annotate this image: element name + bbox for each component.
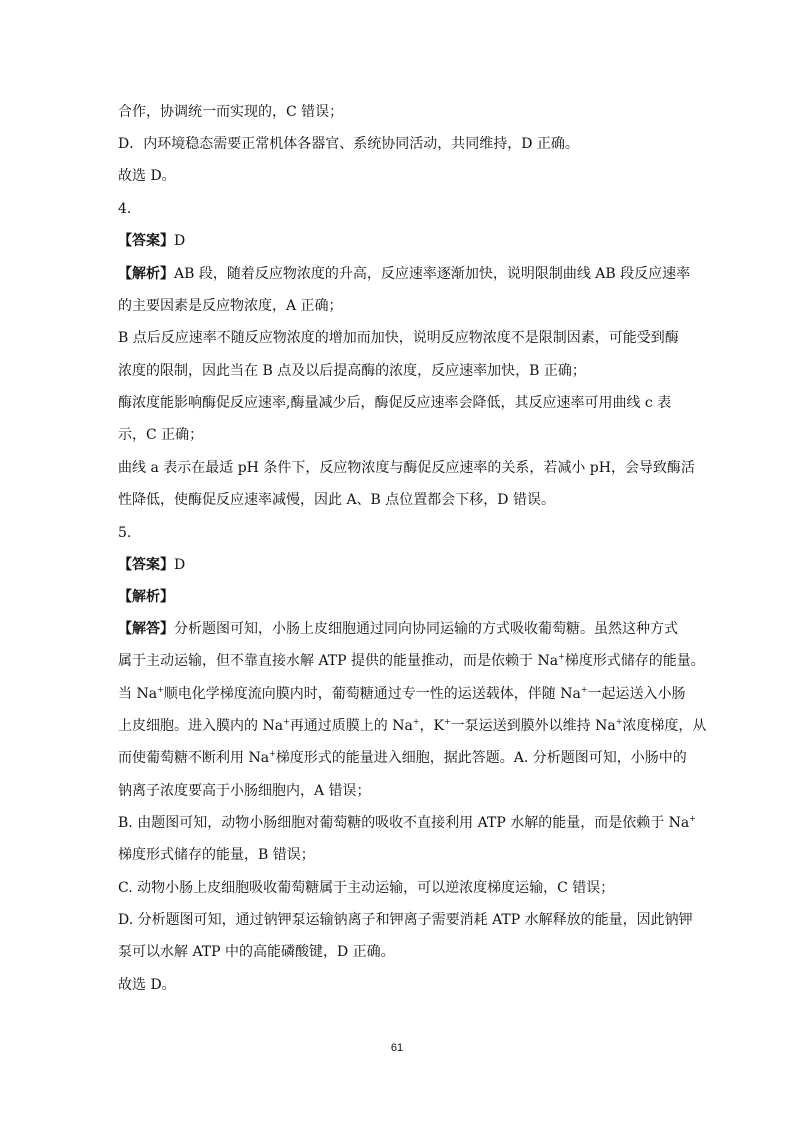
text-line: D．内环境稳态需要正常机体各器官、系统协同活动，共同维持，D 正确。 (118, 136, 579, 152)
question-number: 5. (118, 525, 132, 541)
analysis-label: 【解析】 (118, 589, 174, 605)
text-line: B. 由题图可知，动物小肠细胞对葡萄糖的吸收不直接利用 ATP 水解的能量，而是依赖于 Na+ (118, 814, 696, 831)
solution-label: 【解答】 (118, 621, 174, 637)
text-line: 曲线 a 表示在最适 pH 条件下，反应物浓度与酶促反应速率的关系，若减小 pH，会导致酶活 (118, 460, 695, 476)
answer-line (118, 231, 678, 251)
analysis-label: 【解析】 (118, 266, 174, 282)
solution-text: 分析题图可知，小肠上皮细胞通过同向协同运输的方式吸收葡萄糖。虽然这种方式 (174, 621, 678, 637)
text-line: 性降低，使酶促反应速率减慢，因此 A、B 点位置都会下移，D 错误。 (118, 492, 555, 508)
text-line: 梯度形式储存的能量，B 错误； (118, 847, 315, 863)
analysis-line (118, 587, 678, 607)
answer-line (118, 555, 678, 575)
text-line: B 点后反应速率不随反应物浓度的增加而加快，说明反应物浓度不是限制因素，可能受到酶 (118, 330, 679, 346)
text-line: 故选 D。 (118, 977, 176, 993)
solution-line (118, 619, 678, 639)
text-line: 浓度的限制，因此当在 B 点及以后提高酶的浓度，反应速率加快，B 正确； (118, 363, 586, 379)
text-line: 而使葡萄糖不断利用 Na+梯度形式的能量进入细胞，据此答题。A. 分析题图可知，小肠中的 (118, 749, 687, 766)
answer-value: D (174, 557, 186, 573)
text-line: 属于主动运输，但不靠直接水解 ATP 提供的能量推动，而是依赖于 Na+梯度形式储存的能量。 (118, 652, 705, 669)
text-line: 故选 D。 (118, 168, 176, 184)
text-line: 当 Na+顺电化学梯度流向膜内时，葡萄糖通过专一性的运送载体，伴随 Na+一起运送入小肠 (118, 685, 686, 702)
answer-label: 【答案】 (118, 233, 174, 249)
analysis-text: AB 段，随着反应物浓度的升高，反应速率逐渐加快，说明限制曲线 AB 段反应速率 (174, 266, 691, 282)
answer-label: 【答案】 (118, 557, 174, 573)
text-line: 钠离子浓度要高于小肠细胞内，A 错误； (118, 783, 371, 799)
text-line: 上皮细胞。进入膜内的 Na+再通过质膜上的 Na+，K+一泵运送到膜外以维持 Na+浓度梯度，从 (118, 717, 707, 734)
text-line: 示，C 正确； (118, 427, 204, 443)
analysis-line (118, 264, 691, 284)
text-line: 泵可以水解 ATP 中的高能磷酸键，D 正确。 (118, 944, 395, 960)
page-number: 61 (390, 1042, 404, 1054)
text-line: C. 动物小肠上皮细胞吸收葡萄糖属于主动运输，可以逆浓度梯度运输，C 错误； (118, 880, 615, 896)
text-line: 酶浓度能影响酶促反应速率,酶量减少后，酶促反应速率会降低，其反应速率可用曲线 c 表 (118, 395, 672, 411)
question-number: 4. (118, 201, 132, 217)
answer-value: D (174, 233, 186, 249)
text-line: 的主要因素是反应物浓度，A 正确； (118, 298, 343, 314)
text-line: D. 分析题图可知，通过钠钾泵运输钠离子和钾离子需要消耗 ATP 水解释放的能量，因此钠钾 (118, 912, 693, 928)
text-line: 合作，协调统一而实现的，C 错误； (118, 104, 344, 120)
